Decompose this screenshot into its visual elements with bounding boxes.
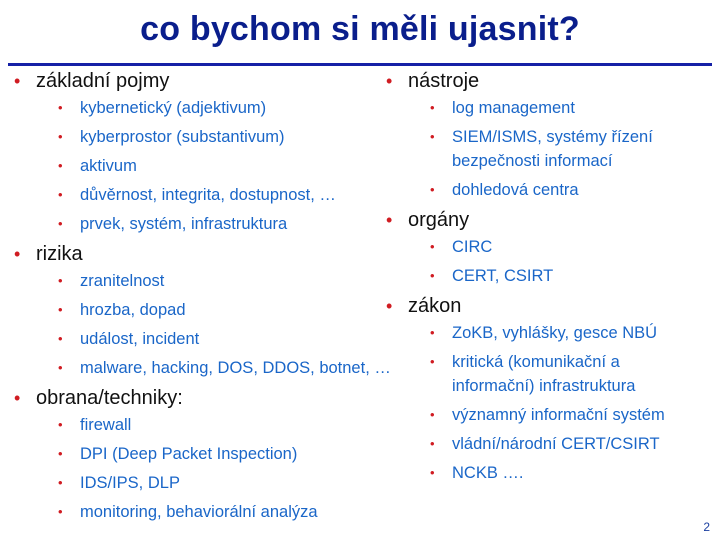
- sub-bullet-label: událost, incident: [80, 330, 200, 348]
- sub-bullet-label: monitoring, behaviorální analýza: [80, 503, 318, 521]
- sub-bullet-item: [58, 298, 394, 322]
- bullet-icon: •: [58, 129, 63, 144]
- bullet-icon: •: [14, 71, 21, 91]
- bullet-icon: •: [14, 388, 21, 408]
- sub-bullet-label: kyberprostor (substantivum): [80, 128, 285, 146]
- sub-bullet-item: [58, 125, 394, 149]
- bullet-label: obrana/techniky:: [36, 387, 183, 409]
- sub-bullet-item: [430, 178, 706, 202]
- sub-list: [36, 269, 394, 380]
- bullet-label: rizika: [36, 243, 83, 265]
- bullet-icon: •: [58, 504, 63, 519]
- bullet-icon: •: [58, 446, 63, 461]
- bullet-label: základní pojmy: [36, 70, 170, 92]
- sub-bullet-label: dohledová centra: [452, 181, 579, 199]
- sub-bullet-label: hrozba, dopad: [80, 301, 186, 319]
- sub-bullet-item: [430, 235, 706, 259]
- bullet-icon: •: [58, 158, 63, 173]
- sub-bullet-label: vládní/národní CERT/CSIRT: [452, 435, 660, 453]
- sub-bullet-item: [430, 403, 706, 427]
- bullet-icon: •: [58, 302, 63, 317]
- bullet-icon: •: [430, 100, 435, 115]
- sub-bullet-label: DPI (Deep Packet Inspection): [80, 445, 298, 463]
- sub-bullet-item: [430, 350, 706, 398]
- sub-list: [408, 321, 706, 485]
- bullet-item: [386, 207, 706, 288]
- bullet-icon: •: [386, 71, 393, 91]
- sub-bullet-item: [430, 432, 706, 456]
- sub-bullet-item: [58, 183, 394, 207]
- bullet-icon: •: [430, 407, 435, 422]
- sub-bullet-label: prvek, systém, infrastruktura: [80, 215, 288, 233]
- bullet-item: [14, 68, 394, 236]
- slide-title: co bychom si měli ujasnit?: [140, 10, 580, 48]
- sub-bullet-item: [58, 269, 394, 293]
- sub-bullet-label: log management: [452, 99, 575, 117]
- sub-bullet-label: CIRC: [452, 238, 493, 256]
- bullet-icon: •: [58, 187, 63, 202]
- sub-bullet-item: [58, 500, 394, 524]
- sub-list: [36, 96, 394, 236]
- bullet-icon: •: [58, 273, 63, 288]
- sub-list: [408, 235, 706, 288]
- sub-bullet-label: významný informační systém: [452, 406, 665, 424]
- bullet-icon: •: [58, 360, 63, 375]
- sub-bullet-label: aktivum: [80, 157, 137, 175]
- sub-bullet-label: firewall: [80, 416, 132, 434]
- bullet-icon: •: [430, 239, 435, 254]
- sub-bullet-item: [58, 96, 394, 120]
- bullet-icon: •: [58, 417, 63, 432]
- sub-bullet-item: [430, 264, 706, 288]
- sub-list: [36, 413, 394, 524]
- sub-bullet-item: [58, 442, 394, 466]
- bullet-icon: •: [386, 296, 393, 316]
- sub-bullet-item: [430, 321, 706, 345]
- bullet-icon: •: [430, 268, 435, 283]
- sub-bullet-label: kritická (komunikační a informační) infrastruktura: [452, 353, 636, 395]
- sub-bullet-label: zranitelnost: [80, 272, 165, 290]
- bullet-icon: •: [58, 100, 63, 115]
- sub-bullet-item: [58, 327, 394, 351]
- bullet-icon: •: [430, 465, 435, 480]
- bullet-icon: •: [430, 436, 435, 451]
- bullet-label: zákon: [408, 295, 462, 317]
- bullet-label: nástroje: [408, 70, 480, 92]
- sub-bullet-item: [58, 471, 394, 495]
- bullet-icon: •: [58, 216, 63, 231]
- page-number: 2: [703, 520, 710, 534]
- sub-bullet-label: kybernetický (adjektivum): [80, 99, 267, 117]
- sub-bullet-label: malware, hacking, DOS, DDOS, botnet, …: [80, 359, 391, 377]
- bullet-icon: •: [14, 244, 21, 264]
- sub-bullet-label: IDS/IPS, DLP: [80, 474, 180, 492]
- bullet-icon: •: [58, 475, 63, 490]
- right-column: [386, 66, 706, 490]
- bullet-item: [14, 385, 394, 524]
- sub-bullet-label: SIEM/ISMS, systémy řízení bezpečnosti informací: [452, 128, 653, 170]
- bullet-icon: •: [430, 354, 435, 369]
- sub-bullet-item: [58, 154, 394, 178]
- sub-bullet-item: [58, 212, 394, 236]
- sub-bullet-item: [58, 356, 394, 380]
- sub-bullet-label: NCKB ….: [452, 464, 524, 482]
- sub-bullet-label: ZoKB, vyhlášky, gesce NBÚ: [452, 324, 658, 342]
- bullet-label: orgány: [408, 209, 470, 231]
- bullet-icon: •: [386, 210, 393, 230]
- sub-bullet-item: [430, 461, 706, 485]
- sub-bullet-item: [430, 96, 706, 120]
- sub-bullet-label: důvěrnost, integrita, dostupnost, …: [80, 186, 336, 204]
- bullet-icon: •: [430, 182, 435, 197]
- sub-bullet-item: [58, 413, 394, 437]
- bullet-icon: •: [58, 331, 63, 346]
- sub-list: [408, 96, 706, 202]
- bullet-icon: •: [430, 325, 435, 340]
- bullet-item: [386, 68, 706, 202]
- left-column: [14, 66, 394, 529]
- bullet-item: [14, 241, 394, 380]
- sub-bullet-label: CERT, CSIRT: [452, 267, 554, 285]
- bullet-item: [386, 293, 706, 485]
- sub-bullet-item: [430, 125, 706, 173]
- bullet-icon: •: [430, 129, 435, 144]
